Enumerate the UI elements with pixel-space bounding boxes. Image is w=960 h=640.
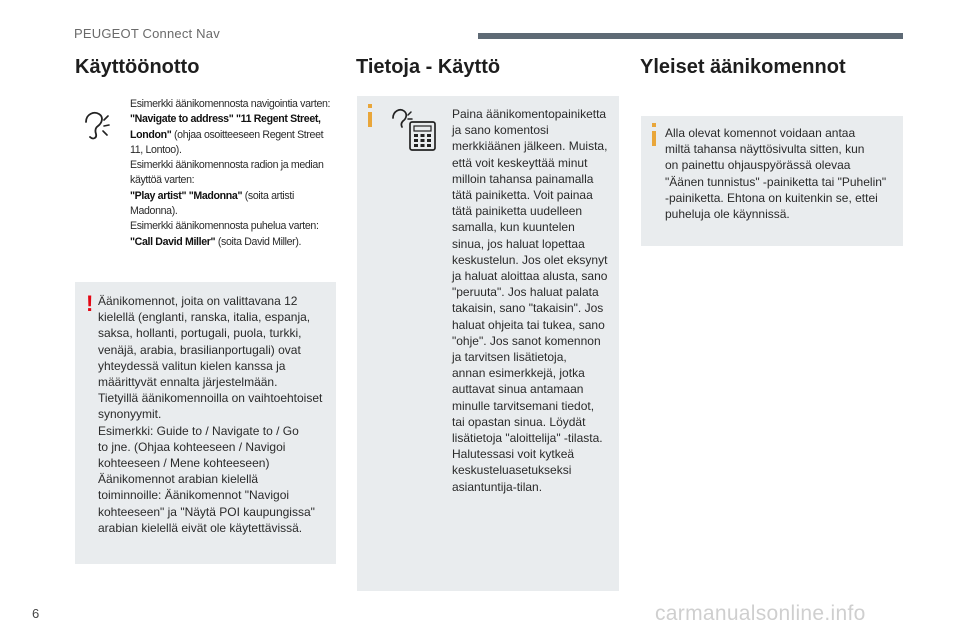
warning-line: toiminnoille: Äänikomennot "Navigoi xyxy=(98,488,290,503)
general-line: puheluja ole käynnissä. xyxy=(665,207,790,222)
general-line: miltä tahansa näyttösivulta sitten, kun xyxy=(665,142,865,157)
example-line xyxy=(130,189,345,204)
usage-line: samalla, kun kuuntelen xyxy=(452,220,575,235)
watermark: carmanualsonline.info xyxy=(655,602,866,625)
usage-line: annan esimerkkejä, jotka xyxy=(452,366,585,381)
warning-line: synonyymit. xyxy=(98,407,162,422)
example-note: Esimerkki äänikomennosta navigointia varten: xyxy=(130,98,331,110)
usage-line: "ohje". Jos sanot komennon xyxy=(452,333,601,348)
usage-line: tätä painiketta. Voit painaa xyxy=(452,188,593,203)
warning-icon: ! xyxy=(86,291,94,316)
example-command: "Play artist" "Madonna" xyxy=(130,189,243,202)
example-note: Madonna). xyxy=(130,205,178,218)
usage-line: haluat ohjeita tai tukea, sano xyxy=(452,317,605,332)
warning-line: Äänikomennot, joita on valittavana 12 xyxy=(98,294,298,308)
voice-command-icon xyxy=(80,104,114,144)
example-note: (soita David Miller). xyxy=(215,235,302,248)
example-note: 11, Lontoo). xyxy=(130,143,182,156)
general-line: on painettu ohjauspyörässä olevaa xyxy=(665,158,851,173)
warning-line: kielellä (englanti, ranska, italia, espanja, xyxy=(98,310,311,325)
usage-line: keskusteluasetukseksi xyxy=(452,463,572,478)
example-line xyxy=(130,235,345,250)
usage-line: merkkiäänen jälkeen. Muista, xyxy=(452,139,608,154)
section-heading-kayttoonotto: Käyttöönotto xyxy=(75,56,200,78)
warning-line: arabian kielellä eivät ole käytettävissä. xyxy=(98,520,303,535)
example-line xyxy=(130,204,345,219)
usage-line: tätä painiketta uudelleen xyxy=(452,204,583,219)
voice-command-examples xyxy=(130,97,345,250)
warning-line: yhteydessä valitun kielen kanssa ja xyxy=(98,358,286,373)
example-note: (soita artisti xyxy=(242,189,294,202)
usage-line: "peruuta". Jos haluat palata xyxy=(452,285,599,300)
warning-line: venäjä, arabia, brasilianportugali) ovat xyxy=(98,342,301,357)
example-note: Esimerkki äänikomennosta puhelua varten: xyxy=(130,220,319,233)
usage-line: tai opastan sinua. Löydät xyxy=(452,414,586,429)
general-line: -painiketta. Ehtona on kuitenkin se, ettei xyxy=(665,190,878,205)
warning-line: kohteeseen / Mene kohteeseen) xyxy=(98,456,270,471)
usage-line: että voit keskeyttää minut xyxy=(452,155,588,170)
example-line xyxy=(130,112,345,127)
usage-line: ja tarvitsen lisätietoja, xyxy=(452,350,567,365)
usage-line: asiantuntija-tilan. xyxy=(452,479,543,494)
section-heading-tietoja-kaytto: Tietoja - Käyttö xyxy=(356,56,501,78)
general-line: "Äänen tunnistus" -painiketta tai "Puhelin" xyxy=(665,174,887,189)
example-line xyxy=(130,219,345,234)
usage-line: auttavat sinua antamaan xyxy=(452,382,584,397)
example-note: (ohjaa osoitteeseen Regent Street xyxy=(171,128,324,141)
usage-line: ja sano komentosi xyxy=(452,123,549,138)
page-number: 6 xyxy=(32,606,40,621)
usage-line: Halutessasi voit kytkeä xyxy=(452,447,575,462)
usage-line: Paina äänikomentopainiketta xyxy=(452,107,607,121)
example-note: Esimerkki äänikomennosta radion ja median xyxy=(130,159,324,172)
general-commands-text xyxy=(665,125,901,222)
warning-line: määrittyvät ennalta järjestelmään. xyxy=(98,375,278,390)
usage-line: lisätietoja "aloittelija" -tilasta. xyxy=(452,431,603,446)
general-line: Alla olevat komennot voidaan antaa xyxy=(665,126,856,140)
example-line xyxy=(130,97,345,112)
section-heading-yleiset-aanikomennot: Yleiset äänikomennot xyxy=(640,56,846,78)
usage-line: takaisin, sano "takaisin". Jos xyxy=(452,301,604,316)
example-line xyxy=(130,143,345,158)
usage-text xyxy=(452,106,617,495)
usage-line: sinua, jos haluat lopettaa xyxy=(452,236,585,251)
running-header: PEUGEOT Connect Nav xyxy=(74,26,220,41)
warning-line: Äänikomennot arabian kielellä xyxy=(98,472,259,487)
example-note: käyttöä varten: xyxy=(130,174,195,187)
warning-line: Tietyillä äänikomennoilla on vaihtoehtoiset xyxy=(98,391,323,406)
usage-line: keskustelun. Jos olet eksynyt xyxy=(452,252,608,267)
warning-line: kohteeseen" ja "Näytä POI kaupungissa" xyxy=(98,504,315,519)
info-icon xyxy=(368,112,372,127)
warning-text xyxy=(98,293,334,536)
info-icon xyxy=(652,131,656,146)
usage-line: milloin tahansa painamalla xyxy=(452,171,594,186)
example-command: "Navigate to address" "11 Regent Street, xyxy=(130,113,321,126)
example-line xyxy=(130,173,345,188)
warning-line: Esimerkki: Guide to / Navigate to / Go xyxy=(98,423,299,438)
usage-line: minulle tarvitsemani tiedot, xyxy=(452,398,595,413)
header-rule xyxy=(478,33,903,39)
example-command: "Call David Miller" xyxy=(130,235,216,248)
warning-line: saksa, hollanti, portugali, puola, turkki, xyxy=(98,326,302,341)
voice-keypad-icon xyxy=(390,106,438,152)
usage-line: ja haluat aloittaa alusta, sano xyxy=(452,269,608,284)
warning-line: to jne. (Ohjaa kohteeseen / Navigoi xyxy=(98,439,286,454)
example-line xyxy=(130,158,345,173)
example-command: London" xyxy=(130,128,172,141)
example-line xyxy=(130,128,345,143)
